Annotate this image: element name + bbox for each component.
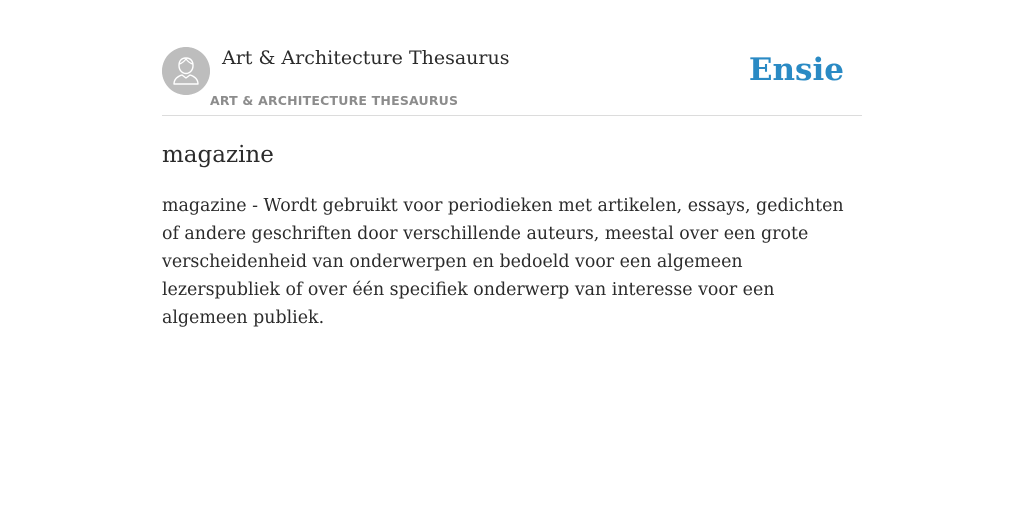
user-silhouette-icon [162, 47, 210, 95]
entry-title: magazine [162, 142, 274, 168]
author-name[interactable]: Art & Architecture Thesaurus [222, 47, 510, 69]
entry-definition: magazine - Wordt gebruikt voor periodieken met artikelen, essays, gedichten of andere geschriften door verschillende auteurs, meestal over een grote verscheidenheid van onderwerpen en bedoeld voor een algemeen lezerspubliek of over één specifiek onderwerp van interesse voor een algemeen publiek. [162, 196, 844, 328]
author-avatar[interactable] [162, 47, 210, 95]
brand-logo[interactable]: Ensie [748, 52, 844, 88]
header [162, 0, 862, 116]
author-subtitle: ART & ARCHITECTURE THESAURUS [210, 93, 459, 108]
